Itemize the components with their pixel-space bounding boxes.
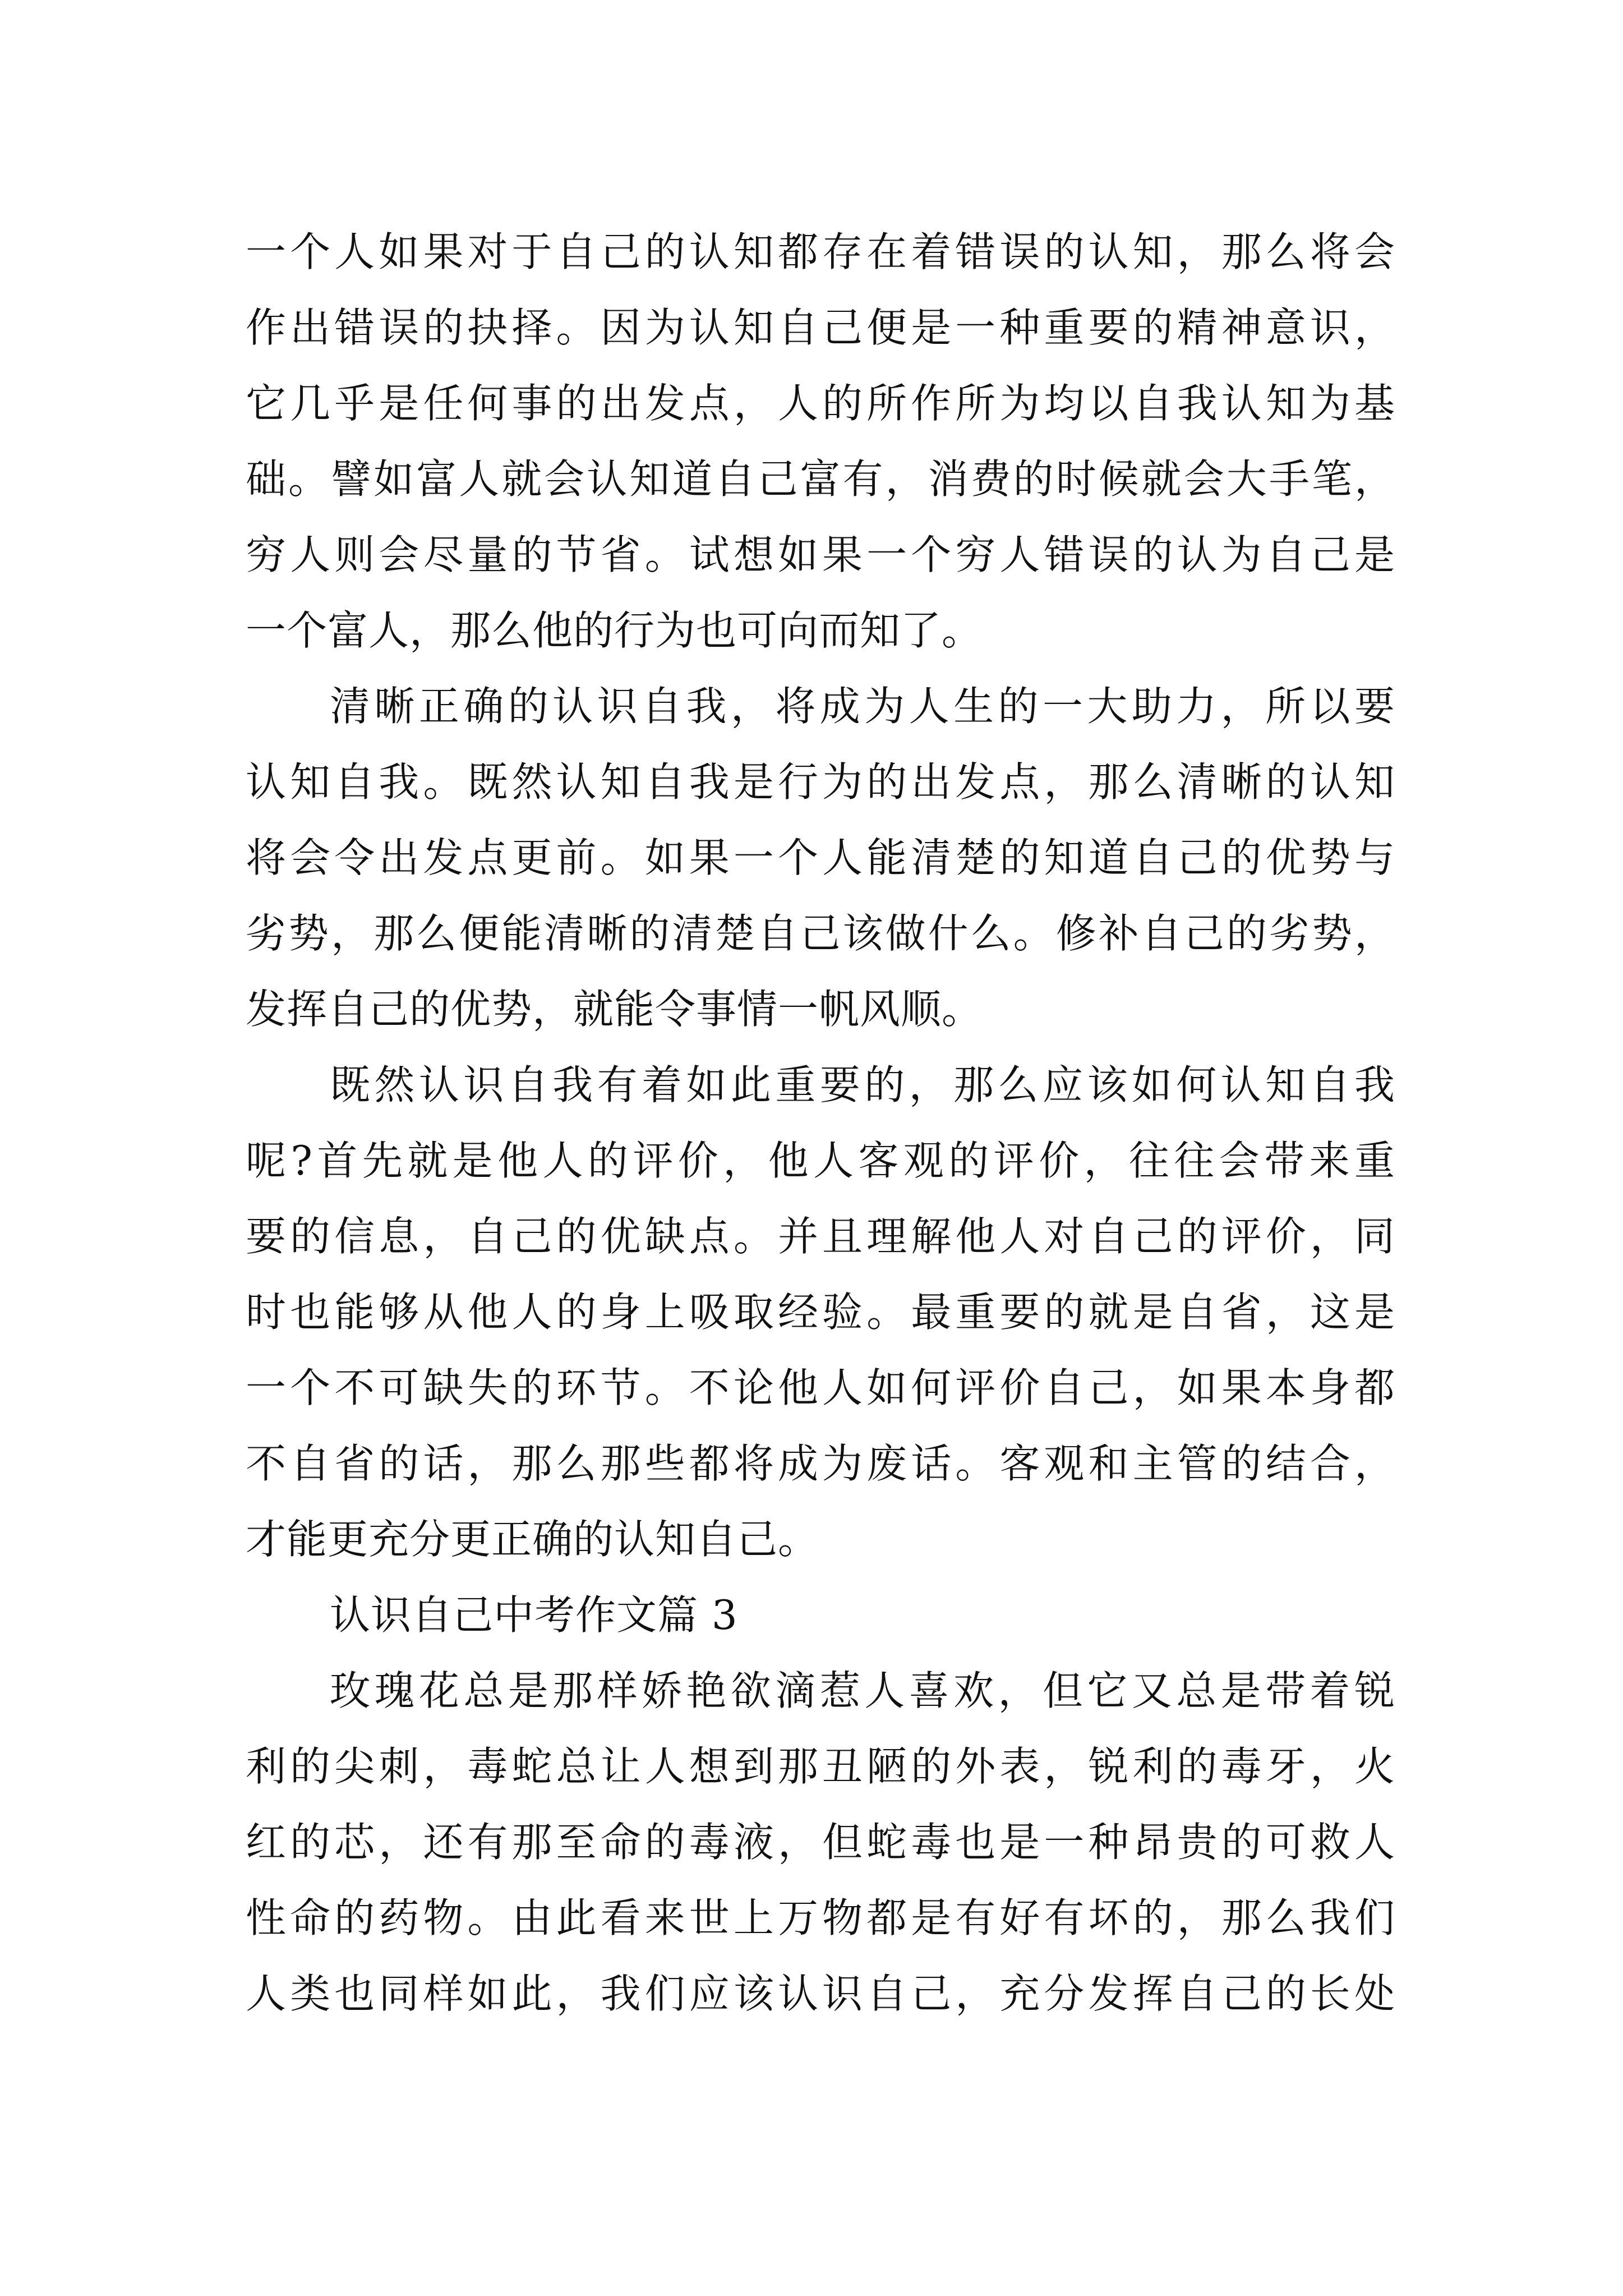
text-line: 发挥自己的优势，就能令事情一帆风顺。 (246, 986, 983, 1033)
text-line: 认知自我。既然认知自我是行为的出发点，那么清晰的认知 (246, 758, 1395, 806)
text-line: 利的尖刺，毒蛇总让人想到那丑陋的外表，锐利的毒牙，火 (246, 1743, 1395, 1790)
text-line: 才能更充分更正确的认知自己。 (246, 1516, 819, 1563)
text-line: 一个人如果对于自己的认知都存在着错误的认知，那么将会 (246, 228, 1395, 275)
text-line: 人类也同样如此，我们应该认识自己，充分发挥自己的长处 (246, 1970, 1395, 2017)
text-line: 既然认识自我有着如此重要的，那么应该如何认知自我 (330, 1061, 1395, 1108)
document-body (246, 214, 1395, 2032)
text-line: 红的芯，还有那至命的毒液，但蛇毒也是一种昂贵的可救人 (246, 1819, 1395, 1866)
text-line: 要的信息，自己的优缺点。并且理解他人对自己的评价，同 (246, 1213, 1395, 1260)
text-line: 础。譬如富人就会认知道自己富有，消费的时候就会大手笔， (246, 455, 1395, 503)
text-line: 它几乎是任何事的出发点，人的所作所为均以自我认知为基 (246, 380, 1395, 427)
text-line: 穷人则会尽量的节省。试想如果一个穷人错误的认为自己是 (246, 531, 1395, 578)
section-title: 认识自己中考作文篇 3 (330, 1591, 738, 1639)
text-line: 一个不可缺失的环节。不论他人如何评价自己，如果本身都 (246, 1364, 1395, 1411)
text-line: 呢?首先就是他人的评价，他人客观的评价，往往会带来重 (246, 1137, 1395, 1184)
text-line: 性命的药物。由此看来世上万物都是有好有坏的，那么我们 (246, 1894, 1395, 1941)
text-line: 清晰正确的认识自我，将成为人生的一大助力，所以要 (330, 683, 1395, 730)
text-line: 时也能够从他人的身上吸取经验。最重要的就是自省，这是 (246, 1289, 1395, 1336)
text-line: 不自省的话，那么那些都将成为废话。客观和主管的结合， (246, 1440, 1395, 1487)
paragraph (246, 1653, 1395, 2032)
paragraph (246, 1047, 1395, 1577)
text-line: 将会令出发点更前。如果一个人能清楚的知道自己的优势与 (246, 834, 1395, 881)
text-line: 劣势，那么便能清晰的清楚自己该做什么。修补自己的劣势， (246, 910, 1395, 957)
text-line: 作出错误的抉择。因为认知自己便是一种重要的精神意识， (246, 304, 1395, 351)
section-heading (246, 1577, 1395, 1653)
text-line: 玫瑰花总是那样娇艳欲滴惹人喜欢，但它又总是带着锐 (330, 1667, 1395, 1714)
paragraph (246, 214, 1395, 669)
paragraph (246, 669, 1395, 1047)
text-line: 一个富人，那么他的行为也可向而知了。 (246, 607, 983, 654)
